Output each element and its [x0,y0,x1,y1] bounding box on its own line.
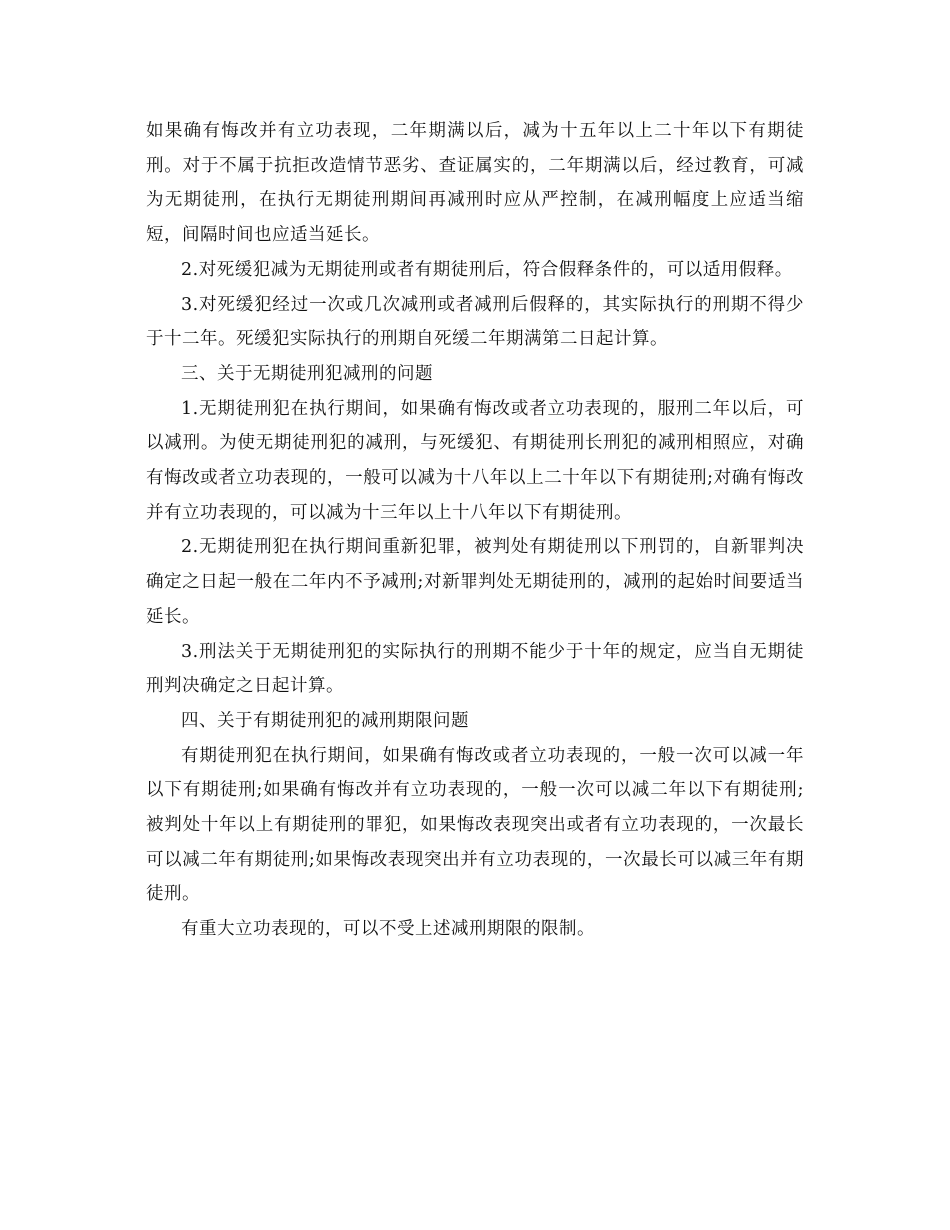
paragraph-6: 2.无期徒刑犯在执行期间重新犯罪，被判处有期徒刑以下刑罚的，自新罪判决确定之日起一般在二年内不予减刑;对新罪判处无期徒刑的，减刑的起始时间要适当延长。 [146,537,804,627]
paragraph-5: 1.无期徒刑犯在执行期间，如果确有悔改或者立功表现的，服刑二年以后，可以减刑。为使无期徒刑犯的减刑，与死缓犯、有期徒刑长刑犯的减刑相照应，对确有悔改或者立功表现的，一般可以减为十八年以上二十年以下有期徒刑;对确有悔改并有立功表现的，可以减为十三年以上十八年以下有期徒刑。 [146,398,804,523]
paragraph-1: 如果确有悔改并有立功表现，二年期满以后，减为十五年以上二十年以下有期徒刑。对于不属于抗拒改造情节恶劣、查证属实的，二年期满以后，经过教育，可减为无期徒刑，在执行无期徒刑期间再减刑时应从严控制，在减刑幅度上应适当缩短，间隔时间也应适当延长。 [146,121,804,246]
paragraph-2: 2.对死缓犯减为无期徒刑或者有期徒刑后，符合假释条件的，可以适用假释。 [181,259,793,280]
document-body [146,114,804,947]
paragraph-10: 有重大立功表现的，可以不受上述减刑期限的限制。 [181,919,595,940]
section-heading-4: 四、关于有期徒刑犯的减刑期限问题 [181,710,469,731]
paragraph-9: 有期徒刑犯在执行期间，如果确有悔改或者立功表现的，一般一次可以减一年以下有期徒刑;如果确有悔改并有立功表现的，一般一次可以减二年以下有期徒刑;被判处十年以上有期徒刑的罪犯，如果悔改表现突出或者有立功表现的，一次最长可以减二年有期徒刑;如果悔改表现突出并有立功表现的，一次最长可以减三年有期徒刑。 [146,745,804,905]
paragraph-7: 3.刑法关于无期徒刑犯的实际执行的刑期不能少于十年的规定，应当自无期徒刑判决确定之日起计算。 [146,641,804,697]
section-heading-3: 三、关于无期徒刑犯减刑的问题 [181,363,433,384]
paragraph-3: 3.对死缓犯经过一次或几次减刑或者减刑后假释的，其实际执行的刑期不得少于十二年。死缓犯实际执行的刑期自死缓二年期满第二日起计算。 [146,294,804,350]
